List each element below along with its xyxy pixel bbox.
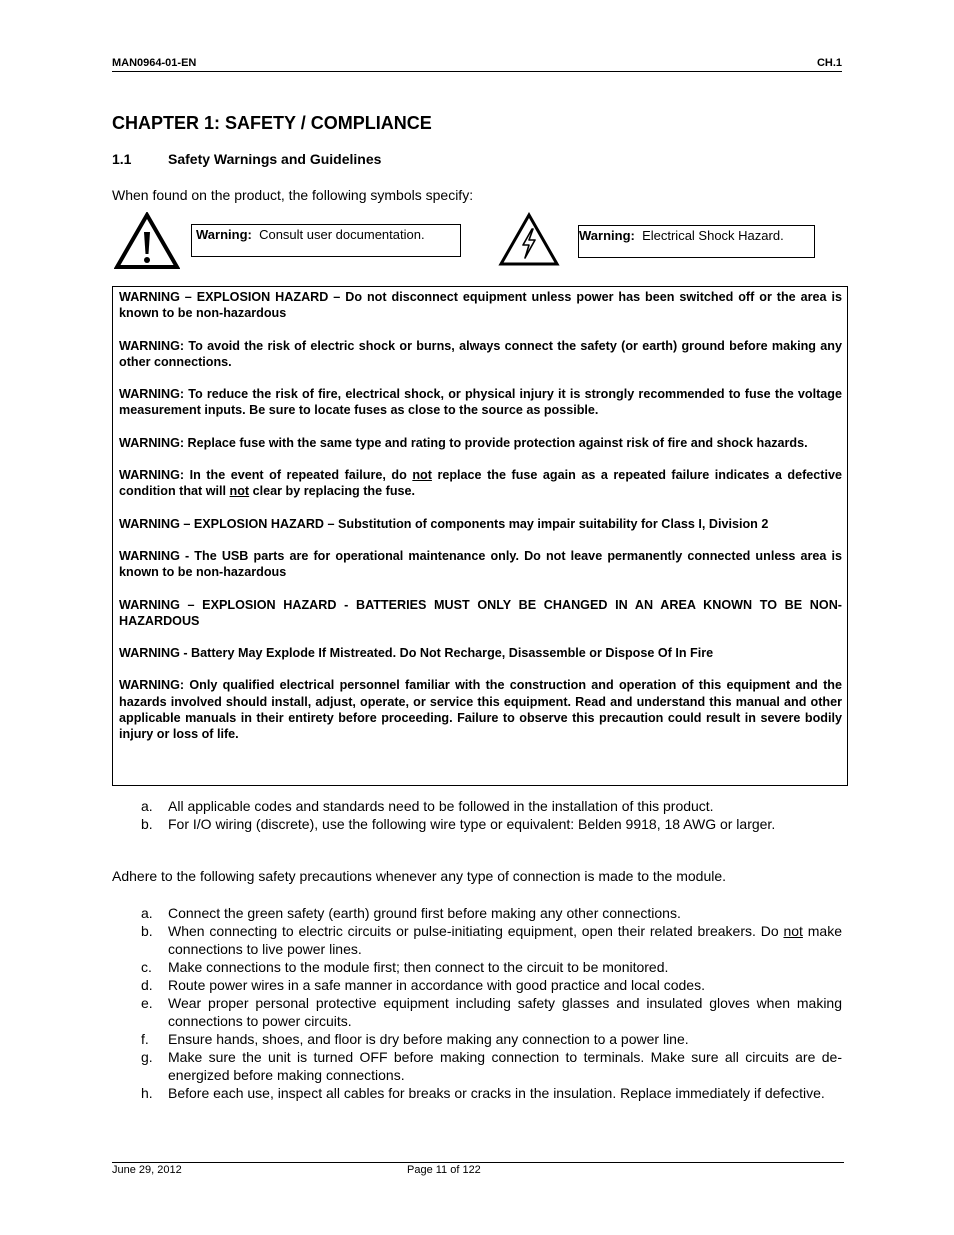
precautions-list [112,904,842,1102]
warning-usb: WARNING - The USB parts are for operational maintenance only. Do not leave permanently connected unless area is known to be non-hazardous [119,548,842,580]
list-item: b. For I/O wiring (discrete), use the following wire type or equivalent: Belden 9918, 18 AWG or larger. [141,816,776,832]
warning-qualified-personnel: WARNING: Only qualified electrical personnel familiar with the construction and operation of this equipment and the hazards involved should install, adjust, operate, or service this equipment. Read and understand this manual and other applicable manuals in their entirety before proceeding. Failure to observe this precaution could result in severe bodily injury or loss of life. [119,678,842,742]
symbol-label: Warning: [579,228,635,243]
header-rule [112,71,842,72]
list-item: a. All applicable codes and standards need to be followed in the installation of this product. [141,798,714,814]
warning-substitution: WARNING – EXPLOSION HAZARD – Substitution of components may impair suitability for Class I, Division 2 [119,516,769,531]
list-item: g. Make sure the unit is turned OFF before making connection to terminals. Make sure all circuits are de-energized before making connections. [141,1049,842,1083]
symbol-caption-documentation [191,224,461,257]
symbol-label: Warning: [196,227,252,242]
chapter-tag: CH.1 [816,57,842,69]
compliance-list [112,797,842,833]
page-number: Page 11 of 122 [407,1164,481,1176]
warnings-box [112,286,848,786]
section-title: Safety Warnings and Guidelines [168,151,382,167]
warning-repeated-failure: WARNING: In the event of repeated failure, do not replace the fuse again as a repeated failure indicates a defective condition that will not clear by replacing the fuse. [119,468,843,499]
list-item: c. Make connections to the module first; then connect to the circuit to be monitored. [141,959,669,975]
symbol-caption-shock [578,225,815,258]
symbol-text: Consult user documentation. [259,227,425,242]
doc-id: MAN0964-01-EN [112,57,197,69]
symbol-text: Electrical Shock Hazard. [642,228,784,243]
warning-ground-first: WARNING: To avoid the risk of electric shock or burns, always connect the safety (or earth) ground before making any other connections. [119,338,842,369]
warning-exclamation-icon [114,212,180,270]
list-item: d. Route power wires in a safe manner in accordance with good practice and local codes. [141,977,705,993]
list-item: e. Wear proper personal protective equipment including safety glasses and insulated gloves when making connections to power circuits. [141,995,842,1029]
warning-battery-explode: WARNING - Battery May Explode If Mistreated. Do Not Recharge, Disassemble or Dispose Of In Fire [119,646,714,661]
list-item: h. Before each use, inspect all cables for breaks or cracks in the insulation. Replace immediately if defective. [141,1085,825,1101]
warning-batteries-area: WARNING – EXPLOSION HAZARD - BATTERIES MUST ONLY BE CHANGED IN AN AREA KNOWN TO BE NON-HAZARDOUS [119,597,842,628]
chapter-title: CHAPTER 1: SAFETY / COMPLIANCE [112,113,432,133]
section-number: 1.1 [112,151,132,167]
adhere-text: Adhere to the following safety precautions whenever any type of connection is made to the module. [112,868,727,884]
electrical-shock-icon [498,212,560,268]
intro-text: When found on the product, the following symbols specify: [112,187,474,203]
warning-explosion-disconnect: WARNING – EXPLOSION HAZARD – Do not disconnect equipment unless power has been switched off or the area is known to be non-hazardous [119,290,842,321]
warning-replace-fuse: WARNING: Replace fuse with the same type and rating to provide protection against risk of fire and shock hazards. [119,435,808,450]
warning-fuse-inputs: WARNING: To reduce the risk of fire, electrical shock, or physical injury it is strongly recommended to fuse the voltage measurement inputs. Be sure to locate fuses as close to the source as possible. [119,387,842,418]
section-heading [112,151,381,167]
footer-rule [112,1162,844,1163]
list-item: a. Connect the green safety (earth) ground first before making any other connections. [141,905,681,921]
list-item: f. Ensure hands, shoes, and floor is dry before making any connection to a power line. [141,1031,689,1047]
footer-date: June 29, 2012 [112,1164,182,1176]
list-item: b. When connecting to electric circuits or pulse-initiating equipment, open their related breakers. Do not make connections to live power lines. [141,923,842,957]
